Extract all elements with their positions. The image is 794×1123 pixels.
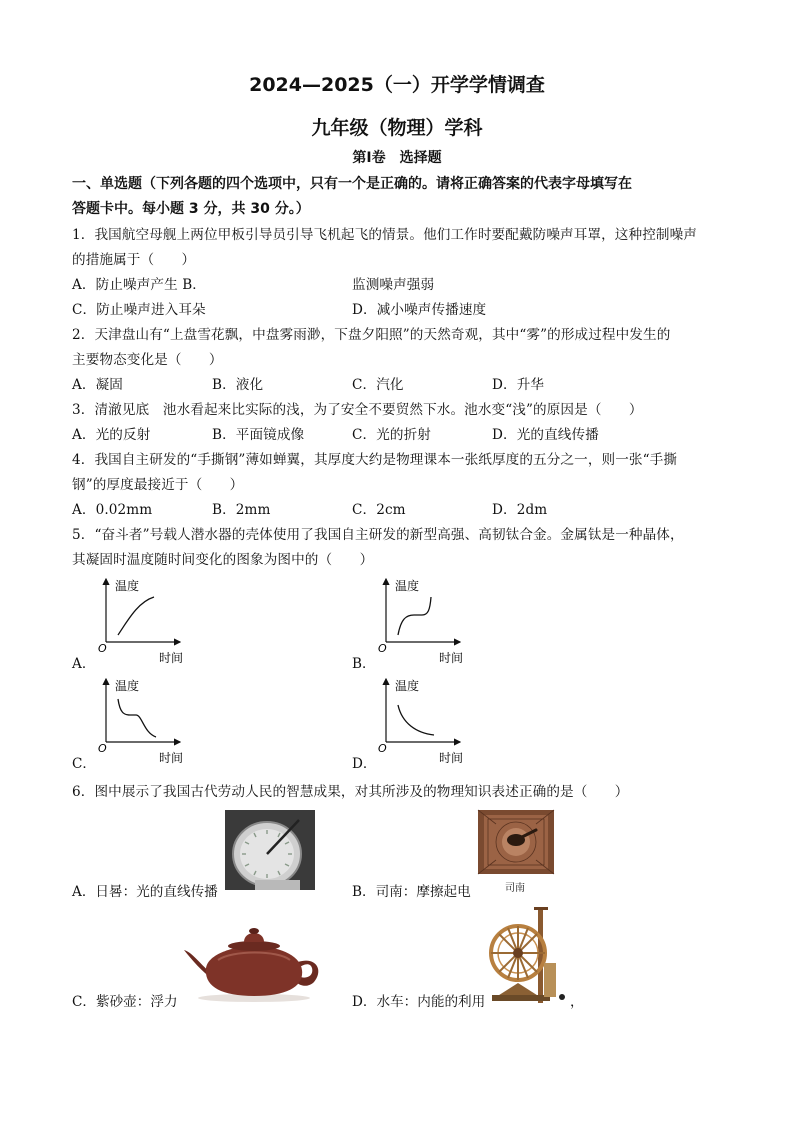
origin-label: O: [378, 642, 387, 655]
x-axis-label: 时间: [439, 651, 464, 665]
q2-option-c: C．汽化: [352, 377, 404, 393]
q5-stem-line-1: 5．“奋斗者”号载人潜水器的壳体使用了我国自主研发的新型高强、高韧钛合金。金属钛是一种晶体，: [72, 527, 684, 543]
q6-option-c: C．紫砂壶：浮力: [72, 994, 178, 1010]
instructions-line-1: 一、单选题（下列各题的四个选项中，只有一个是正确的。请将正确答案的代表字母填写在: [72, 176, 632, 192]
q5-option-a: A．: [72, 656, 96, 672]
q5-option-c: C．: [72, 756, 96, 772]
q5-graph-b: [376, 575, 476, 667]
q1-stem-line-2: 的措施属于（ ）: [72, 252, 196, 268]
q5-stem-line-2: 其凝固时温度随时间变化的图象为图中的（ ）: [72, 552, 374, 568]
q4-stem-line-1: 4．我国自主研发的“手撕钢”薄如蝉翼，其厚度大约是物理课本一张纸厚度的五分之一，则一张“手撕: [72, 452, 678, 468]
teapot-image: [178, 920, 326, 1002]
q4-option-a: A．0.02mm: [72, 502, 153, 518]
q3-option-b: B．平面镜成像: [212, 427, 305, 443]
q4-option-c: C．2cm: [352, 502, 406, 518]
q2-option-a: A．凝固: [72, 377, 123, 393]
q1-option-a: A．防止噪声产生 B．: [72, 277, 206, 293]
q2-option-b: B．液化: [212, 377, 264, 393]
q5-option-b: B．: [352, 656, 376, 672]
y-axis-label: 温度: [395, 579, 420, 593]
y-axis-label: 温度: [395, 679, 420, 693]
temperature-curve: [398, 705, 434, 735]
q2-stem-line-1: 2．天津盘山有“上盘雪花飘，中盘雾雨渺，下盘夕阳照”的天然奇观，其中“雾”的形成过程中发生的: [72, 327, 671, 343]
waterwheel-image: [488, 905, 570, 1005]
x-axis-label: 时间: [159, 651, 184, 665]
temperature-curve: [118, 597, 154, 635]
q1-option-c: C．防止噪声进入耳朵: [72, 302, 206, 318]
x-axis-label: 时间: [159, 751, 184, 765]
q6-option-d: D．水车：内能的利用: [352, 994, 486, 1010]
q3-stem-line-1: 3．清澈见底 池水看起来比实际的浅，为了安全不要贸然下水。池水变“浅”的原因是（ ）: [72, 402, 643, 418]
q1-option-b: 监测噪声强弱: [352, 277, 435, 293]
q5-graph-a: [96, 575, 196, 667]
temperature-curve: [118, 699, 156, 737]
y-axis-label: 温度: [115, 579, 140, 593]
q6-stem-line-1: 6．图中展示了我国古代劳动人民的智慧成果，对其所涉及的物理知识表述正确的是（ ）: [72, 784, 629, 800]
origin-label: O: [98, 742, 107, 755]
q5-graph-c: [96, 675, 196, 767]
q3-option-d: D．光的直线传播: [492, 427, 599, 443]
x-axis-label: 时间: [439, 751, 464, 765]
y-axis-label: 温度: [115, 679, 140, 693]
temperature-curve: [398, 597, 431, 635]
q4-stem-line-2: 钢”的厚度最接近于（ ）: [72, 477, 244, 493]
q4-option-d: D．2dm: [492, 502, 548, 518]
q2-stem-line-2: 主要物态变化是（ ）: [72, 352, 223, 368]
origin-label: O: [98, 642, 107, 655]
exam-title: 2024—2025（一）开学学情调查: [249, 74, 545, 96]
q5-option-d: D．: [352, 756, 377, 772]
q3-option-a: A．光的反射: [72, 427, 151, 443]
trailing-comma: ，: [570, 994, 584, 1010]
q3-option-c: C．光的折射: [352, 427, 431, 443]
sinan-image: [476, 808, 556, 876]
q6-option-b: B．司南：摩擦起电: [352, 884, 471, 900]
section-heading: 第Ⅰ卷 选择题: [352, 150, 442, 166]
sundial-image: [225, 810, 315, 890]
q1-option-d: D．减小噪声传播速度: [352, 302, 487, 318]
exam-subtitle: 九年级（物理）学科: [311, 117, 483, 139]
q1-stem-line-1: 1．我国航空母舰上两位甲板引导员引导飞机起飞的情景。他们工作时要配戴防噪声耳罩，这种控制噪声: [72, 227, 697, 243]
q4-option-b: B．2mm: [212, 502, 271, 518]
sinan-caption: 司南: [505, 883, 525, 894]
instructions-line-2: 答题卡中。每小题 3 分，共 30 分。）: [72, 201, 310, 217]
q2-option-d: D．升华: [492, 377, 545, 393]
q5-graph-d: [376, 675, 476, 767]
q6-option-a: A．日晷：光的直线传播: [72, 884, 218, 900]
origin-label: O: [378, 742, 387, 755]
